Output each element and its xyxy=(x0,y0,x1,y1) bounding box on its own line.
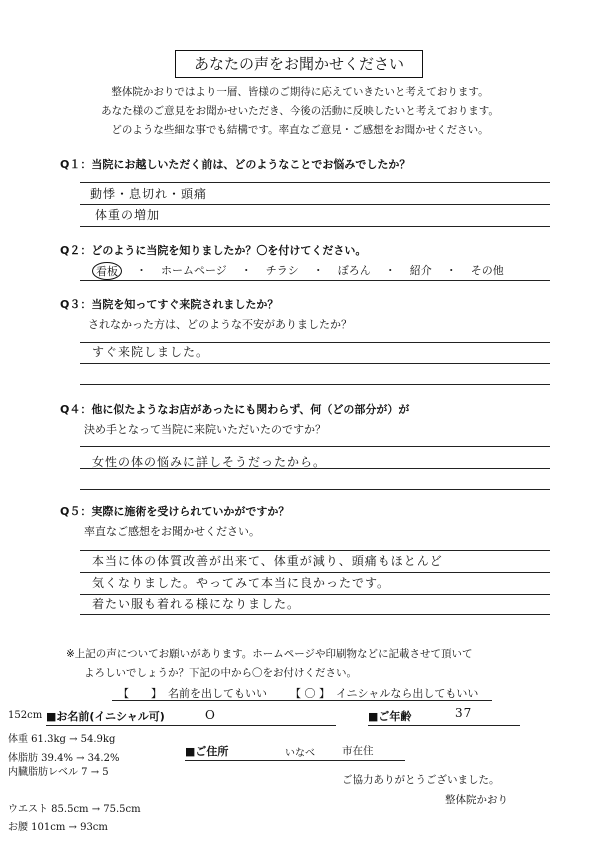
q1-rule-3 xyxy=(80,226,550,227)
weight-note: 体重 61.3kg → 54.9kg xyxy=(8,734,116,745)
q2-option-boron[interactable]: ぼろん xyxy=(337,264,371,277)
name-value: O xyxy=(205,708,216,722)
address-label: ■ご住所 xyxy=(185,745,229,758)
q2-option-other[interactable]: その他 xyxy=(470,264,504,277)
consent-option-name-label: 名前を出してもいい xyxy=(168,687,267,700)
intro-line-2: あなた様のご意見をお聞かせいただき、今後の活動に反映したいと考えております。 xyxy=(101,105,499,117)
visceral-note: 内臓脂肪レベル 7 → 5 xyxy=(8,767,109,778)
q2-option-signboard[interactable]: 看板 xyxy=(92,262,122,280)
age-value: 37 xyxy=(455,706,473,720)
page-title: あなたの声をお聞かせください xyxy=(175,50,423,78)
q4-label-2: 決め手となって当院に来院いただいたのですか？ xyxy=(84,423,326,436)
q4-rule-1 xyxy=(80,446,550,447)
q2-option-homepage[interactable]: ホームページ xyxy=(161,264,227,277)
q3-answer: すぐ来院しました。 xyxy=(92,345,210,359)
q5-rule-1 xyxy=(80,550,550,551)
name-label: ■お名前(イニシャル可) xyxy=(46,710,165,723)
q2-separator: ・ xyxy=(384,264,396,277)
age-rule xyxy=(368,725,520,726)
q2-options xyxy=(92,262,522,280)
thanks-text: ご協力ありがとうございました。 xyxy=(342,774,500,786)
q2-option-referral[interactable]: 紹介 xyxy=(409,264,432,277)
age-label: ■ご年齢 xyxy=(368,710,412,723)
q4-answer: 女性の体の悩みに詳しそうだったから。 xyxy=(92,455,327,469)
q5-answer-2: 気くなりました。やってみて本当に良かったです。 xyxy=(92,576,391,590)
q5-rule-4 xyxy=(80,614,550,615)
q3-label-1: Q３：当院を知ってすぐ来院されましたか？ xyxy=(60,298,279,311)
waist-note: ウエスト 85.5cm → 75.5cm xyxy=(8,804,141,815)
height-note: 152cm xyxy=(8,710,43,721)
q1-answer-2: 体重の増加 xyxy=(95,208,161,222)
q1-answer-1: 動悸・息切れ・頭痛 xyxy=(90,187,208,201)
q5-rule-2 xyxy=(80,572,550,573)
consent-option-initial[interactable] xyxy=(290,685,478,701)
q5-label-2: 率直なご感想をお聞かせください。 xyxy=(84,525,260,538)
address-value: いなべ xyxy=(285,748,315,759)
body-fat-note: 体脂肪 39.4% → 34.2% xyxy=(8,753,120,764)
consent-option-name[interactable] xyxy=(118,685,267,701)
q3-rule-2 xyxy=(80,363,550,364)
hip-note: お腰 101cm → 93cm xyxy=(8,822,108,833)
q2-label: Q２：どのように当院を知りましたか？〇を付けてください。 xyxy=(60,244,367,257)
q1-rule-1 xyxy=(80,182,550,183)
q4-rule-2 xyxy=(80,468,550,469)
clinic-name: 整体院かおり xyxy=(445,794,508,806)
q5-answer-3: 着たい服も着れる様になりました。 xyxy=(92,597,301,611)
q2-separator: ・ xyxy=(136,264,147,277)
q2-rule xyxy=(80,280,550,281)
q2-separator: ・ xyxy=(240,264,252,277)
intro-line-1: 整体院かおりではより一層、皆様のご期待に応えていきたいと考えております。 xyxy=(111,86,489,98)
consent-option-initial-mark: 【 〇 】 xyxy=(290,687,330,700)
q2-separator: ・ xyxy=(445,264,457,277)
name-rule xyxy=(46,725,336,726)
consent-rule xyxy=(112,700,492,701)
consent-option-initial-label: イニシャルなら出してもいい xyxy=(336,687,479,700)
consent-line-2: よろしいでしょうか？下記の中から〇をお付けください。 xyxy=(84,667,357,679)
q3-label-2: されなかった方は、どのような不安がありましたか？ xyxy=(88,318,352,331)
q1-rule-2 xyxy=(80,204,550,205)
consent-line-1: ※上記の声についてお願いがあります。ホームページや印刷物などに記載させて頂いて xyxy=(66,648,473,660)
q4-rule-3 xyxy=(80,489,550,490)
q2-separator: ・ xyxy=(312,264,324,277)
q1-label: Q１：当院にお越しいただく前は、どのようなことでお悩みでしたか？ xyxy=(60,158,411,171)
q5-answer-1: 本当に体の体質改善が出来て、体重が減り、頭痛もほとんど xyxy=(92,554,443,568)
consent-option-name-mark: 【 】 xyxy=(118,687,162,700)
q5-label-1: Q５：実際に施術を受けられていかがですか？ xyxy=(60,505,290,518)
address-rule xyxy=(185,760,405,761)
address-suffix: 市在住 xyxy=(342,745,374,757)
q4-label-1: Q４：他に似たようなお店があったにも関わらず、何（どの部分が）が xyxy=(60,403,410,416)
intro-line-3: どのような些細な事でも結構です。率直なご意見・ご感想をお聞かせください。 xyxy=(111,124,489,136)
q2-option-flyer[interactable]: チラシ xyxy=(265,264,299,277)
q3-rule-3 xyxy=(80,384,550,385)
